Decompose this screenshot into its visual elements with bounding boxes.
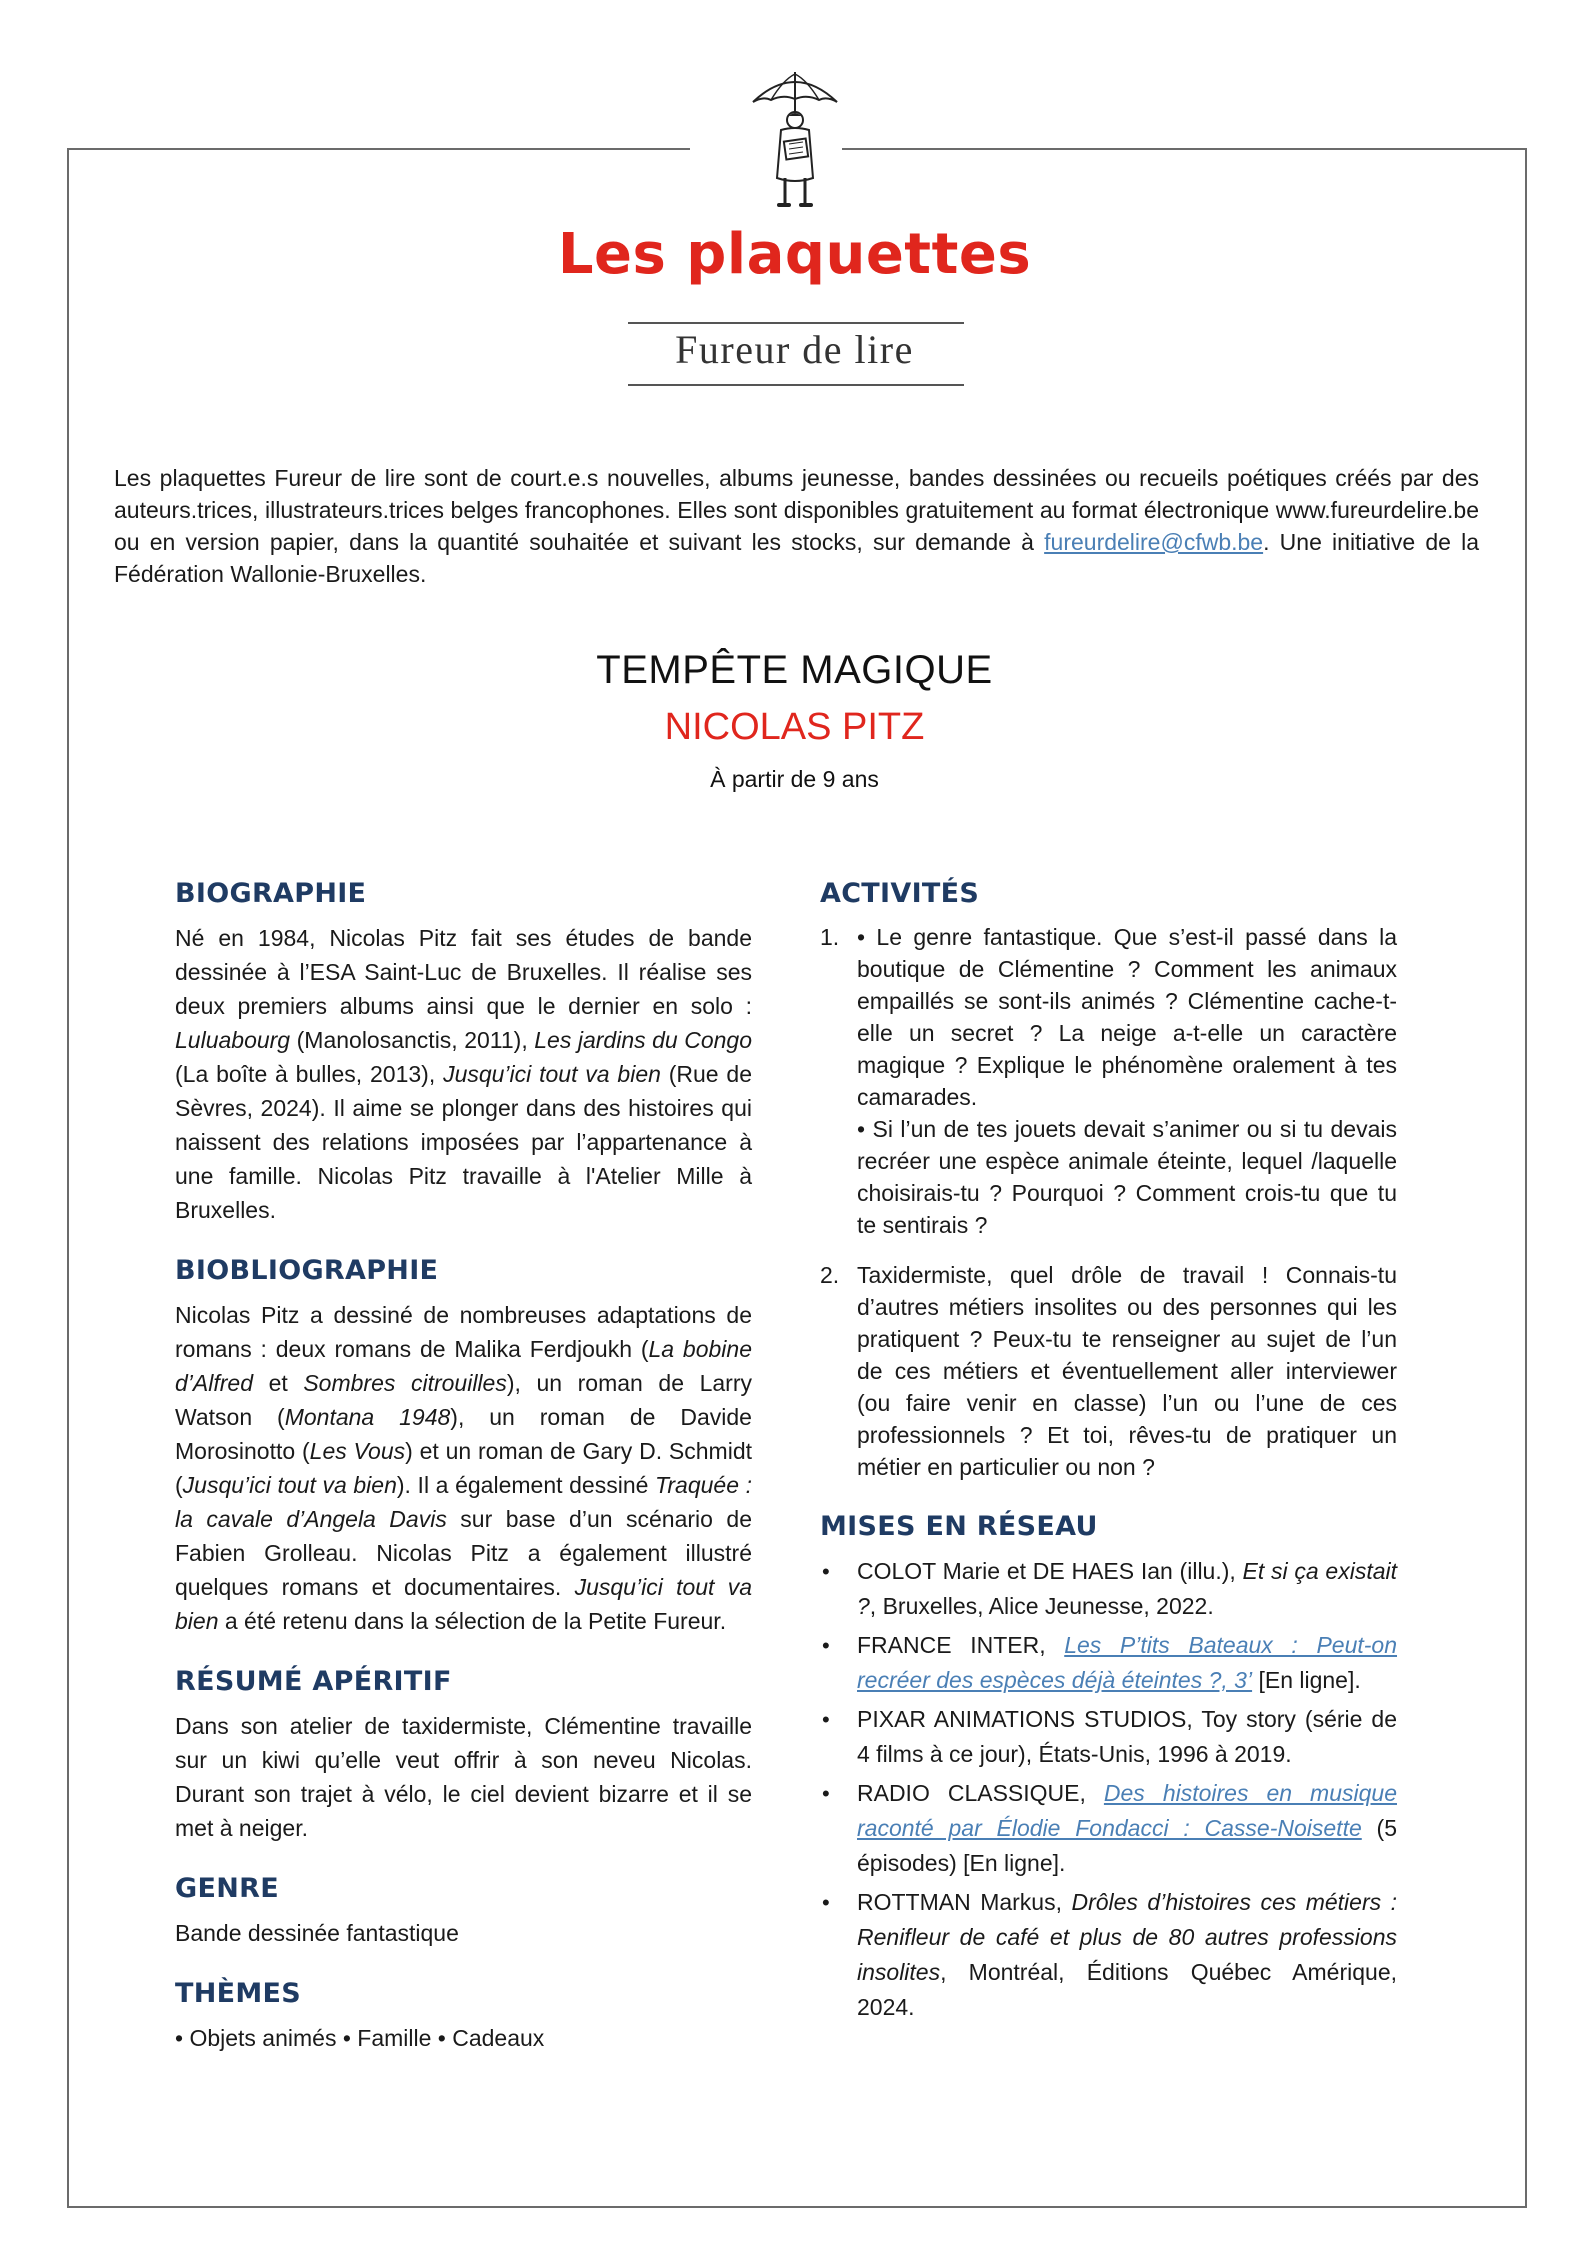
- activity-item: [820, 1259, 1397, 1483]
- email-link[interactable]: fureurdelire@cfwb.be: [1044, 529, 1264, 555]
- activity-text: Taxidermiste, quel drôle de travail ! Connais-tu d’autres métiers insolites ou des personnes qui les pratiquent ? Peux-tu te renseigner au sujet de l’un de ces métiers et éventuellement aller interviewer (ou faire venir en classe) l’un ou l’une de ces professionnels ? Et toi, rêves-tu de pratiquer un métier en particulier ou non ?: [857, 1262, 1397, 1480]
- left-column: [175, 878, 752, 2083]
- bio-text-2: (Manolosanctis, 2011),: [290, 1027, 535, 1053]
- activity-text: • Le genre fantastique. Que s’est-il passé dans la boutique de Clémentine ? Comment les animaux empaillés se sont-ils animés ? Clémentine cache-t-elle un secret ? La neige a-t-elle un caractère magique ? Explique le phénomène oralement à tes camarades.: [857, 924, 1397, 1110]
- biobliographie-heading: BIOBLIOGRAPHIE: [175, 1255, 439, 1286]
- genre-heading: GENRE: [175, 1873, 279, 1904]
- right-column: [820, 878, 1397, 2029]
- biblio-text-8: a été retenu dans la sélection de la Petite Fureur.: [218, 1608, 727, 1634]
- reseau-heading: MISES EN RÉSEAU: [820, 1511, 1098, 1542]
- activity-item: [820, 921, 1397, 1241]
- biblio-title-7: Jusqu’ici tout va bien: [175, 1574, 753, 1634]
- activity-number: 2.: [820, 1262, 840, 1288]
- reference-link[interactable]: Les P’tits Bateaux : Peut-on recréer des espèces déjà éteintes ?, 3’: [857, 1632, 1398, 1693]
- reference-item: [820, 1776, 1397, 1881]
- bullet-icon: •: [822, 1559, 830, 1584]
- age-range: À partir de 9 ans: [710, 766, 879, 792]
- bio-text-4: (Rue de Sèvres, 2024). Il aime se plonger dans des histoires qui naissent des relations imposées par l’appartenance à une famille. Nicolas Pitz travaille à l'Atelier Mille à Bruxelles.: [175, 1061, 753, 1223]
- activity-text: • Si l’un de tes jouets devait s’animer ou si tu devais recréer une espèce animale éteinte, lequel /laquelle choisirais-tu ? Pourquoi ? Comment crois-tu que tu te sentirais ?: [857, 1116, 1397, 1238]
- biblio-text-3: ), un roman de Larry Watson (: [175, 1370, 752, 1430]
- reference-link[interactable]: Des histoires en musique raconté par Élodie Fondacci : Casse-Noisette: [857, 1780, 1397, 1841]
- reference-text: COLOT Marie et DE HAES Ian (illu.),: [857, 1558, 1243, 1584]
- reference-title: Drôles d’histoires ces métiers : Renifleur de café et plus de 80 autres professions insolites: [857, 1889, 1397, 1985]
- reference-item: [820, 1885, 1397, 2025]
- bio-text-3: (La boîte à bulles, 2013),: [175, 1061, 444, 1087]
- reference-text: RADIO CLASSIQUE,: [857, 1780, 1104, 1806]
- bio-title-2: Les jardins du Congo: [534, 1027, 752, 1053]
- biblio-title-6: Traquée : la cavale d’Angela Davis: [175, 1472, 753, 1532]
- biobliographie-text: [175, 1298, 752, 1638]
- activites-heading: ACTIVITÉS: [820, 878, 980, 909]
- reference-text: , Bruxelles, Alice Jeunesse, 2022.: [869, 1593, 1214, 1619]
- resume-heading: RÉSUMÉ APÉRITIF: [175, 1666, 452, 1697]
- biblio-title-2: Sombres citrouilles: [303, 1370, 507, 1396]
- biblio-text-1: Nicolas Pitz a dessiné de nombreuses adaptations de romans : deux romans de Malika Ferdjoukh (: [175, 1302, 752, 1362]
- reference-text: PIXAR ANIMATIONS STUDIOS, Toy story (série de 4 films à ce jour), États-Unis, 1996 à 2019.: [857, 1706, 1397, 1767]
- bullet-icon: •: [822, 1781, 830, 1806]
- biblio-title-4: Les Vous: [309, 1438, 406, 1464]
- resume-text: Dans son atelier de taxidermiste, Clémentine travaille sur un kiwi qu’elle veut offrir à son neveu Nicolas. Durant son trajet à vélo, le ciel devient bizarre et il se met à neiger.: [175, 1713, 752, 1841]
- themes-heading: THÈMES: [175, 1978, 302, 2009]
- reference-title: Et si ça existait ?: [857, 1558, 1397, 1619]
- page-subtitle: Fureur de lire: [675, 327, 914, 372]
- reference-item: [820, 1628, 1397, 1698]
- biblio-text-2: et: [252, 1370, 304, 1396]
- activity-number: 1.: [820, 924, 840, 950]
- biographie-heading: BIOGRAPHIE: [175, 878, 367, 909]
- reseau-list: [820, 1554, 1397, 2025]
- bio-text-1: Né en 1984, Nicolas Pitz fait ses études de bande dessinée à l’ESA Saint-Luc de Bruxelles. Il réalise ses deux premiers albums ainsi que le dernier en solo :: [175, 925, 752, 1019]
- reader-with-umbrella-icon: [745, 68, 845, 216]
- intro-text-end: . Une initiative de la Fédération Wallonie-Bruxelles.: [114, 529, 1479, 587]
- activites-list: [820, 921, 1397, 1483]
- bio-title-1: Luluabourg: [175, 1027, 291, 1053]
- biblio-text-7: sur base d’un scénario de Fabien Grolleau. Nicolas Pitz a également illustré quelques romans et documentaires.: [175, 1506, 752, 1600]
- biblio-text-6: ). Il a également dessiné: [396, 1472, 656, 1498]
- book-author: NICOLAS PITZ: [664, 706, 925, 748]
- biblio-text-5: ) et un roman de Gary D. Schmidt (: [175, 1438, 753, 1498]
- biblio-text-4: ), un roman de Davide Morosinotto (: [175, 1404, 752, 1464]
- reference-item: [820, 1554, 1397, 1624]
- bullet-icon: •: [822, 1890, 830, 1915]
- subtitle-bottom-rule: [628, 384, 964, 386]
- biblio-title-1: La bobine d’Alfred: [175, 1336, 752, 1396]
- reference-text: FRANCE INTER,: [857, 1632, 1065, 1658]
- intro-text-start: Les plaquettes Fureur de lire sont de court.e.s nouvelles, albums jeunesse, bandes dessinées ou recueils poétiques créés par des auteurs.trices, illustrateurs.trices belges francophones. Elles sont disponibles gratuitement au format électronique www.fureurdelire.be ou en version papier, dans la quantité souhaitée et suivant les stocks, sur demande à: [114, 465, 1479, 555]
- reference-text: , Montréal, Éditions Québec Amérique, 2024.: [857, 1959, 1397, 2020]
- reference-text: (5 épisodes) [En ligne].: [857, 1815, 1397, 1876]
- subtitle-top-rule: [628, 322, 964, 324]
- reference-item: [820, 1702, 1397, 1772]
- reference-text: [En ligne].: [1252, 1667, 1361, 1693]
- bullet-icon: •: [822, 1707, 830, 1732]
- themes-text: • Objets animés • Famille • Cadeaux: [175, 2025, 545, 2051]
- reference-text: ROTTMAN Markus,: [857, 1889, 1072, 1915]
- biographie-text: [175, 921, 752, 1227]
- biblio-title-3: Montana 1948: [284, 1404, 451, 1430]
- genre-text: Bande dessinée fantastique: [175, 1920, 459, 1946]
- bullet-icon: •: [822, 1633, 830, 1658]
- biblio-title-5: Jusqu’ici tout va bien: [182, 1472, 397, 1498]
- bio-title-3: Jusqu’ici tout va bien: [443, 1061, 661, 1087]
- page-title: Les plaquettes: [557, 222, 1032, 287]
- intro-paragraph: [114, 462, 1479, 590]
- book-title: TEMPÊTE MAGIQUE: [596, 648, 993, 692]
